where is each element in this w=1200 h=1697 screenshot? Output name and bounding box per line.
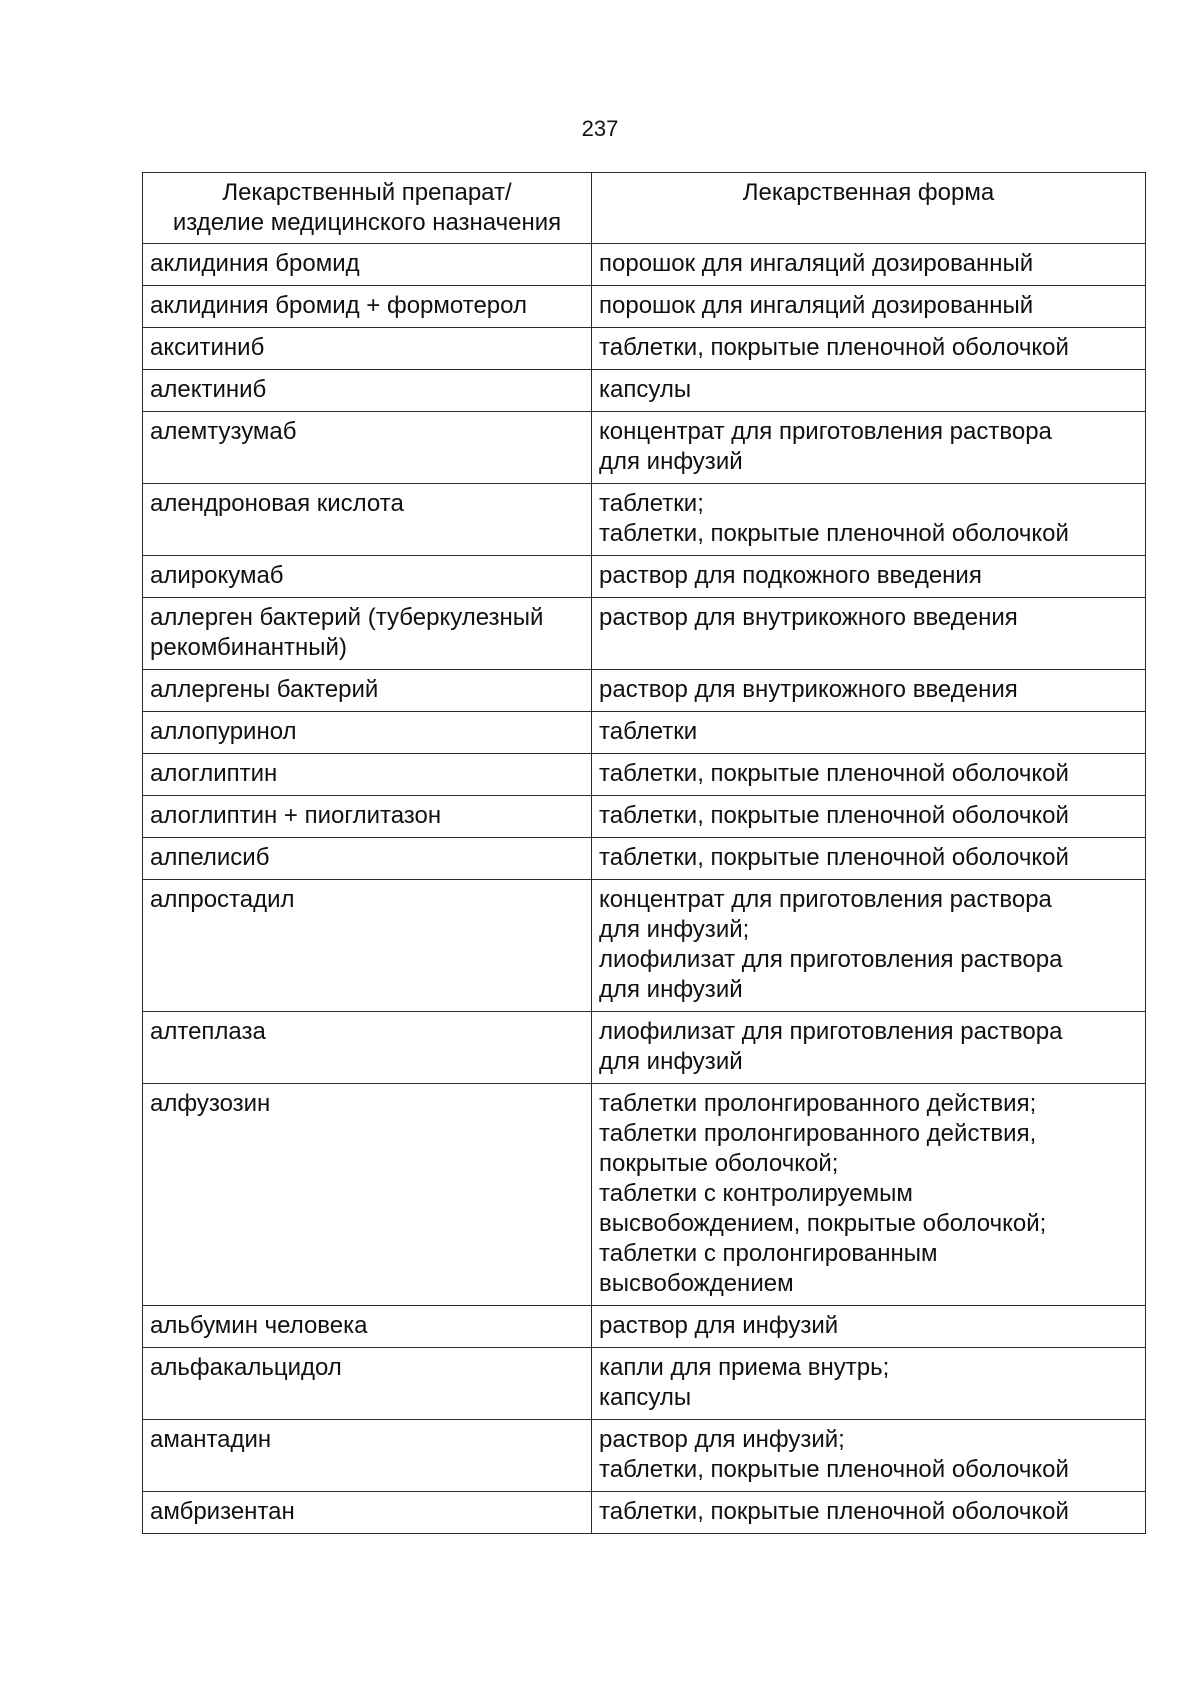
table-row [143,1348,1146,1420]
dosage-form-cell: таблетки, покрытые пленочной оболочкой [592,328,1146,370]
table-row [143,754,1146,796]
drug-name-cell: альфакальцидол [143,1348,592,1420]
dosage-form-cell: таблетки; таблетки, покрытые пленочной оболочкой [592,484,1146,556]
page-number: 237 [581,116,619,141]
drug-name-cell: алфузозин [143,1084,592,1306]
header-row [143,173,1146,244]
drug-name-cell: алпелисиб [143,838,592,880]
table-row [143,244,1146,286]
drug-name-cell: аклидиния бромид + формотерол [143,286,592,328]
drug-name-cell: алоглиптин + пиоглитазон [143,796,592,838]
drug-name-cell: акситиниб [143,328,592,370]
dosage-form-cell: раствор для инфузий; таблетки, покрытые пленочной оболочкой [592,1420,1146,1492]
dosage-form-cell: таблетки, покрытые пленочной оболочкой [592,796,1146,838]
table-row [143,1420,1146,1492]
drug-name-cell: алирокумаб [143,556,592,598]
dosage-form-cell: раствор для инфузий [592,1306,1146,1348]
header-drug: Лекарственный препарат/ изделие медицинского назначения [143,173,592,244]
drug-name-cell: алектиниб [143,370,592,412]
dosage-form-cell: таблетки, покрытые пленочной оболочкой [592,1492,1146,1534]
dosage-form-cell: таблетки, покрытые пленочной оболочкой [592,838,1146,880]
table-row [143,1492,1146,1534]
table-row [143,598,1146,670]
table-row [143,1306,1146,1348]
table-row [143,328,1146,370]
table-row [143,556,1146,598]
table-header [143,173,1146,244]
table-row [143,1012,1146,1084]
drug-table [142,172,1146,1534]
dosage-form-cell: лиофилизат для приготовления раствора для инфузий [592,1012,1146,1084]
table-row [143,484,1146,556]
drug-name-cell: алтеплаза [143,1012,592,1084]
dosage-form-cell: раствор для внутрикожного введения [592,598,1146,670]
dosage-form-cell: таблетки, покрытые пленочной оболочкой [592,754,1146,796]
drug-name-cell: аллергены бактерий [143,670,592,712]
table-row [143,670,1146,712]
table-row [143,370,1146,412]
drug-name-cell: альбумин человека [143,1306,592,1348]
drug-name-cell: амантадин [143,1420,592,1492]
dosage-form-cell: капли для приема внутрь; капсулы [592,1348,1146,1420]
table-row [143,412,1146,484]
dosage-form-cell: раствор для внутрикожного введения [592,670,1146,712]
dosage-form-cell: таблетки [592,712,1146,754]
drug-name-cell: аклидиния бромид [143,244,592,286]
table-row [143,838,1146,880]
table-row [143,286,1146,328]
drug-name-cell: алемтузумаб [143,412,592,484]
dosage-form-cell: порошок для ингаляций дозированный [592,244,1146,286]
drug-name-cell: аллопуринол [143,712,592,754]
header-form: Лекарственная форма [592,173,1146,244]
dosage-form-cell: концентрат для приготовления раствора для инфузий; лиофилизат для приготовления раствора для инфузий [592,880,1146,1012]
drug-name-cell: аллерген бактерий (туберкулезный рекомбинантный) [143,598,592,670]
table-row [143,796,1146,838]
dosage-form-cell: таблетки пролонгированного действия; таблетки пролонгированного действия, покрытые оболочкой; таблетки с контролируемым высвобождением, покрытые оболочкой; таблетки с пролонгированным высвобождением [592,1084,1146,1306]
drug-name-cell: амбризентан [143,1492,592,1534]
table-row [143,1084,1146,1306]
dosage-form-cell: раствор для подкожного введения [592,556,1146,598]
dosage-form-cell: капсулы [592,370,1146,412]
dosage-form-cell: порошок для ингаляций дозированный [592,286,1146,328]
drug-name-cell: алпростадил [143,880,592,1012]
table-row [143,712,1146,754]
table-row [143,880,1146,1012]
drug-name-cell: алендроновая кислота [143,484,592,556]
table-body [143,244,1146,1534]
dosage-form-cell: концентрат для приготовления раствора для инфузий [592,412,1146,484]
drug-name-cell: алоглиптин [143,754,592,796]
